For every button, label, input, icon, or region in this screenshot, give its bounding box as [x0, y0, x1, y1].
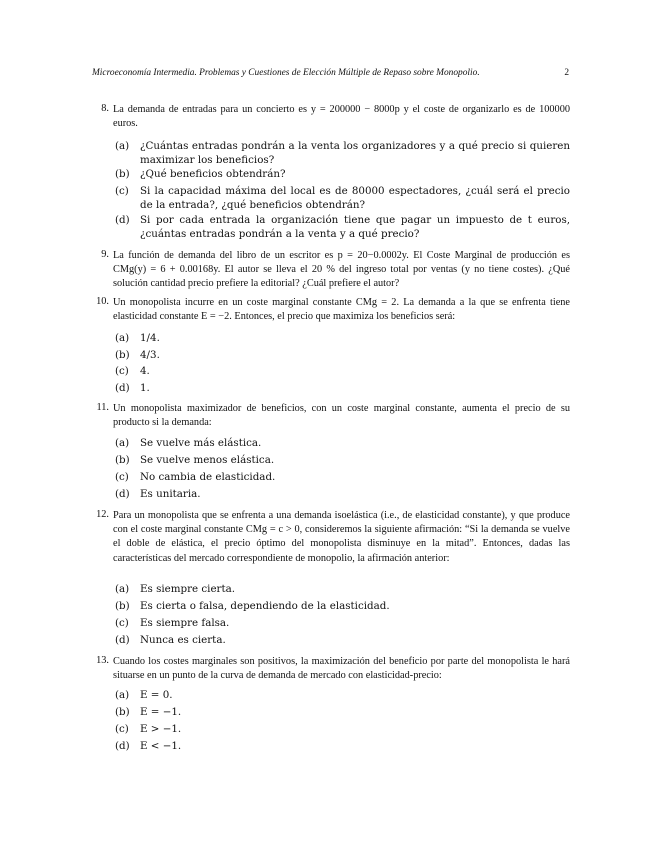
- option-text: Se vuelve más elástica.: [140, 437, 262, 449]
- option-label: (c): [115, 365, 129, 377]
- question-11-option-a: [115, 436, 570, 450]
- question-number: 12.: [96, 509, 109, 520]
- question-10: [92, 296, 570, 324]
- option-label: (a): [115, 583, 130, 595]
- option-text: Es siempre falsa.: [140, 617, 230, 629]
- question-number: 11.: [96, 402, 109, 413]
- option-label: (c): [115, 471, 129, 483]
- question-text: Para un monopolista que se enfrenta a una demanda isoelástica (i.e., de elasticidad constante), y que produce con el coste marginal constante CMg = c > 0, consideremos la siguiente afirmación: “Si la demanda se vuelve el doble de elástica, el precio óptimo del monopolista disminuye en la mitad”. Entonces, dadas las características del mercado correspondiente de monopolio, la afirmación anterior:: [113, 510, 570, 564]
- question-number: 10.: [96, 296, 109, 307]
- question-number: 9.: [101, 249, 109, 260]
- option-text: Es unitaria.: [140, 488, 201, 500]
- question-10-option-c: [115, 364, 570, 378]
- option-label: (b): [115, 349, 130, 361]
- question-8: [92, 103, 570, 131]
- option-text: 4.: [140, 365, 150, 377]
- option-text: 1/4.: [140, 332, 160, 344]
- option-label: (b): [115, 706, 130, 718]
- option-label: (d): [115, 382, 130, 394]
- question-12: [92, 509, 570, 566]
- question-12-option-a: [115, 582, 570, 596]
- option-label: (d): [115, 740, 130, 752]
- option-label: (b): [115, 168, 130, 180]
- option-label: (d): [115, 214, 130, 226]
- option-text: E > −1.: [140, 723, 182, 735]
- option-text: 1.: [140, 382, 150, 394]
- option-text: E = 0.: [140, 689, 173, 701]
- running-header: [92, 68, 569, 82]
- question-11-option-d: [115, 487, 570, 501]
- question-text: Cuando los costes marginales son positivos, la maximización del beneficio por parte del monopolista le hará situarse en un punto de la curva de demanda de mercado con elasticidad-precio:: [113, 656, 570, 682]
- option-text: ¿Cuántas entradas pondrán a la venta los organizadores y a qué precio si quieren maximizar los beneficios?: [140, 140, 570, 167]
- question-10-option-b: [115, 348, 570, 362]
- question-8-option-d: [115, 213, 570, 241]
- option-label: (a): [115, 689, 130, 701]
- question-13-option-d: [115, 739, 570, 753]
- option-text: Es cierta o falsa, dependiendo de la elasticidad.: [140, 600, 390, 612]
- question-11-option-c: [115, 470, 570, 484]
- option-label: (c): [115, 617, 129, 629]
- question-12-option-b: [115, 599, 570, 613]
- question-13-option-a: [115, 688, 570, 702]
- option-label: (b): [115, 454, 130, 466]
- option-text: 4/3.: [140, 349, 160, 361]
- option-label: (d): [115, 488, 130, 500]
- option-text: Si por cada entrada la organización tiene que pagar un impuesto de t euros, ¿cuántas entradas pondrán a la venta y a qué precio?: [140, 214, 570, 241]
- question-13-option-b: [115, 705, 570, 719]
- question-text: Un monopolista incurre en un coste marginal constante CMg = 2. La demanda a la que se enfrenta tiene elasticidad constante E = −2. Entonces, el precio que maximiza los beneficios será:: [113, 297, 570, 323]
- question-10-option-d: [115, 381, 570, 395]
- question-8-option-c: [115, 184, 570, 212]
- option-text: E < −1.: [140, 740, 182, 752]
- option-label: (d): [115, 634, 130, 646]
- question-12-option-d: [115, 633, 570, 647]
- option-label: (a): [115, 332, 130, 344]
- question-text: La demanda de entradas para un concierto es y = 200000 − 8000p y el coste de organizarlo es de 100000 euros.: [113, 104, 570, 130]
- question-text: Un monopolista maximizador de beneficios, con un coste marginal constante, aumenta el precio de su producto si la demanda:: [113, 403, 570, 429]
- option-label: (a): [115, 437, 130, 449]
- question-12-option-c: [115, 616, 570, 630]
- question-13-option-c: [115, 722, 570, 736]
- option-label: (b): [115, 600, 130, 612]
- question-13: [92, 655, 570, 683]
- option-label: (c): [115, 723, 129, 735]
- question-8-option-b: [115, 167, 570, 181]
- question-11-option-b: [115, 453, 570, 467]
- option-label: (a): [115, 140, 130, 152]
- question-text: La función de demanda del libro de un escritor es p = 20−0.0002y. El Coste Marginal de producción es CMg(y) = 6 + 0.00168y. El autor se lleva el 20 % del ingreso total por ventas (y no tiene costes). ¿Qué solución cantidad precio prefiere la editorial? ¿Cuál prefiere el autor?: [113, 250, 570, 290]
- option-text: Si la capacidad máxima del local es de 80000 espectadores, ¿cuál será el precio de la entrada?, ¿qué beneficios obtendrán?: [140, 185, 570, 212]
- question-9: [92, 249, 570, 292]
- option-text: No cambia de elasticidad.: [140, 471, 276, 483]
- question-10-option-a: [115, 331, 570, 345]
- option-text: ¿Qué beneficios obtendrán?: [140, 168, 286, 180]
- option-text: Es siempre cierta.: [140, 583, 236, 595]
- question-number: 13.: [96, 655, 109, 666]
- option-text: E = −1.: [140, 706, 182, 718]
- option-text: Se vuelve menos elástica.: [140, 454, 275, 466]
- question-11: [92, 402, 570, 430]
- option-label: (c): [115, 185, 129, 197]
- option-text: Nunca es cierta.: [140, 634, 226, 646]
- question-number: 8.: [101, 103, 109, 114]
- header-title: Microeconomía Intermedia. Problemas y Cuestiones de Elección Múltiple de Repaso sobre Monopolio.: [92, 68, 480, 78]
- question-8-option-a: [115, 139, 570, 167]
- page-number: 2: [564, 68, 569, 78]
